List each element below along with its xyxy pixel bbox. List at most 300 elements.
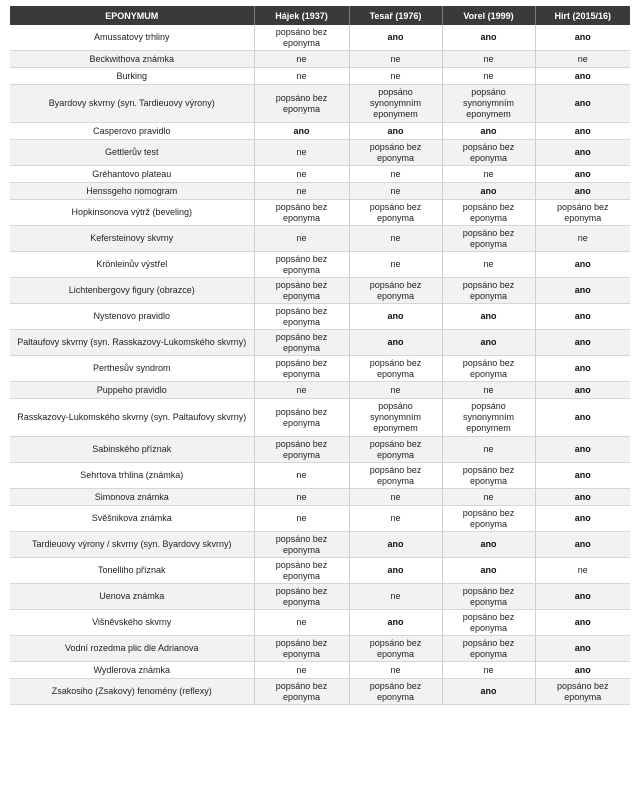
source-value-cell bbox=[442, 463, 535, 489]
source-value-cell bbox=[254, 252, 349, 278]
eponym-name-cell bbox=[10, 200, 254, 226]
cell-text: Sehrtova trhlina (známka) bbox=[80, 470, 184, 480]
cell-text: ano bbox=[574, 125, 591, 136]
cell-text: ano bbox=[574, 491, 591, 502]
header-hajek: Hájek (1937) bbox=[254, 6, 349, 25]
source-value-cell bbox=[254, 662, 349, 679]
cell-text: popsáno bez eponyma bbox=[275, 253, 328, 275]
source-value-cell bbox=[535, 584, 630, 610]
eponym-name-cell bbox=[10, 140, 254, 166]
table-row bbox=[10, 200, 630, 226]
table-row bbox=[10, 636, 630, 662]
table-row bbox=[10, 304, 630, 330]
cell-text: ne bbox=[296, 70, 307, 81]
eponym-name-cell bbox=[10, 489, 254, 506]
table-row bbox=[10, 330, 630, 356]
cell-text: ne bbox=[296, 664, 307, 675]
cell-text: ano bbox=[574, 444, 591, 454]
cell-text: Svěšnikova známka bbox=[91, 513, 172, 523]
source-value-cell bbox=[442, 489, 535, 506]
table-row bbox=[10, 584, 630, 610]
cell-text: Rasskazovy-Lukomského skvrny (syn. Paltaufovy skvrny) bbox=[17, 412, 247, 422]
eponym-name-cell bbox=[10, 68, 254, 85]
cell-text: ano bbox=[480, 337, 497, 347]
source-value-cell bbox=[254, 123, 349, 140]
eponym-name-cell bbox=[10, 506, 254, 532]
cell-text: Casperovo pravidlo bbox=[92, 125, 171, 136]
cell-text: popsáno synonymním eponymem bbox=[462, 401, 515, 433]
source-value-cell bbox=[535, 463, 630, 489]
source-value-cell bbox=[442, 636, 535, 662]
cell-text: popsáno bez eponyma bbox=[275, 680, 328, 702]
cell-text: ne bbox=[390, 168, 401, 179]
cell-text: Henssgeho nomogram bbox=[86, 185, 178, 196]
source-value-cell bbox=[254, 330, 349, 356]
table-row bbox=[10, 437, 630, 463]
source-value-cell bbox=[254, 304, 349, 330]
table-row bbox=[10, 489, 630, 506]
cell-text: popsáno bez eponyma bbox=[275, 331, 328, 353]
cell-text: popsáno bez eponyma bbox=[462, 507, 515, 529]
cell-text: ne bbox=[483, 444, 494, 454]
source-value-cell bbox=[349, 68, 442, 85]
source-value-cell bbox=[442, 506, 535, 532]
source-value-cell bbox=[349, 532, 442, 558]
source-value-cell bbox=[349, 610, 442, 636]
eponym-name-cell bbox=[10, 356, 254, 382]
source-value-cell bbox=[349, 166, 442, 183]
source-value-cell bbox=[442, 200, 535, 226]
eponym-name-cell bbox=[10, 304, 254, 330]
cell-text: ano bbox=[574, 259, 591, 269]
cell-text: ano bbox=[574, 384, 591, 395]
source-value-cell bbox=[442, 679, 535, 705]
cell-text: ano bbox=[574, 513, 591, 523]
cell-text: popsáno bez eponyma bbox=[275, 201, 328, 223]
table-row bbox=[10, 123, 630, 140]
cell-text: ano bbox=[574, 539, 591, 549]
cell-text: popsáno bez eponyma bbox=[275, 92, 328, 114]
source-value-cell bbox=[254, 399, 349, 437]
cell-text: ne bbox=[296, 168, 307, 179]
cell-text: popsáno bez eponyma bbox=[275, 357, 328, 379]
source-value-cell bbox=[254, 200, 349, 226]
cell-text: ano bbox=[574, 168, 591, 179]
cell-text: popsáno bez eponyma bbox=[369, 357, 422, 379]
source-value-cell bbox=[535, 183, 630, 200]
source-value-cell bbox=[349, 584, 442, 610]
cell-text: ano bbox=[480, 125, 497, 136]
cell-text: popsáno bez eponyma bbox=[462, 611, 515, 633]
cell-text: ano bbox=[574, 337, 591, 347]
cell-text: popsáno bez eponyma bbox=[462, 464, 515, 486]
table-row bbox=[10, 278, 630, 304]
source-value-cell bbox=[254, 382, 349, 399]
cell-text: popsáno bez eponyma bbox=[462, 201, 515, 223]
eponym-name-cell bbox=[10, 610, 254, 636]
cell-text: ano bbox=[387, 539, 404, 549]
table-row bbox=[10, 399, 630, 437]
cell-text: ano bbox=[574, 185, 591, 196]
source-value-cell bbox=[254, 183, 349, 200]
cell-text: ne bbox=[296, 233, 307, 243]
header-row bbox=[10, 6, 630, 25]
cell-text: Burking bbox=[116, 70, 147, 81]
cell-text: Puppeho pravidlo bbox=[96, 384, 167, 395]
source-value-cell bbox=[254, 532, 349, 558]
cell-text: ano bbox=[387, 565, 404, 575]
eponym-name-cell bbox=[10, 399, 254, 437]
source-value-cell bbox=[254, 506, 349, 532]
header-hirt: Hirt (2015/16) bbox=[535, 6, 630, 25]
cell-text: popsáno synonymním eponymem bbox=[369, 401, 422, 433]
source-value-cell bbox=[535, 252, 630, 278]
cell-text: ne bbox=[296, 491, 307, 502]
cell-text: popsáno bez eponyma bbox=[462, 637, 515, 659]
cell-text: ne bbox=[483, 491, 494, 502]
cell-text: popsáno bez eponyma bbox=[369, 680, 422, 702]
source-value-cell bbox=[535, 166, 630, 183]
eponym-name-cell bbox=[10, 636, 254, 662]
source-value-cell bbox=[535, 68, 630, 85]
source-value-cell bbox=[442, 532, 535, 558]
source-value-cell bbox=[254, 140, 349, 166]
cell-text: ne bbox=[483, 259, 494, 269]
source-value-cell bbox=[442, 51, 535, 68]
source-value-cell bbox=[254, 584, 349, 610]
table-row bbox=[10, 610, 630, 636]
source-value-cell bbox=[442, 140, 535, 166]
cell-text: popsáno bez eponyma bbox=[275, 585, 328, 607]
cell-text: ano bbox=[387, 32, 404, 42]
source-value-cell bbox=[254, 437, 349, 463]
eponym-name-cell bbox=[10, 25, 254, 51]
source-value-cell bbox=[349, 636, 442, 662]
cell-text: ne bbox=[483, 70, 494, 81]
source-value-cell bbox=[535, 662, 630, 679]
source-value-cell bbox=[442, 25, 535, 51]
source-value-cell bbox=[442, 610, 535, 636]
source-value-cell bbox=[535, 226, 630, 252]
source-value-cell bbox=[535, 85, 630, 123]
source-value-cell bbox=[442, 183, 535, 200]
cell-text: ne bbox=[296, 513, 307, 523]
source-value-cell bbox=[442, 399, 535, 437]
cell-text: ano bbox=[574, 285, 591, 295]
cell-text: popsáno bez eponyma bbox=[275, 637, 328, 659]
source-value-cell bbox=[535, 558, 630, 584]
table-row bbox=[10, 25, 630, 51]
source-value-cell bbox=[254, 278, 349, 304]
cell-text: popsáno bez eponyma bbox=[275, 559, 328, 581]
eponym-name-cell bbox=[10, 123, 254, 140]
source-value-cell bbox=[349, 252, 442, 278]
source-value-cell bbox=[254, 463, 349, 489]
cell-text: ne bbox=[296, 147, 307, 157]
eponym-name-cell bbox=[10, 382, 254, 399]
eponym-name-cell bbox=[10, 166, 254, 183]
cell-text: Kefersteinovy skvrny bbox=[90, 233, 174, 243]
source-value-cell bbox=[254, 226, 349, 252]
cell-text: ne bbox=[296, 53, 307, 64]
source-value-cell bbox=[254, 356, 349, 382]
cell-text: ne bbox=[483, 53, 494, 64]
cell-text: popsáno bez eponyma bbox=[556, 680, 609, 702]
source-value-cell bbox=[442, 166, 535, 183]
cell-text: ne bbox=[390, 591, 401, 601]
cell-text: popsáno bez eponyma bbox=[462, 141, 515, 163]
cell-text: Gréhantovo plateau bbox=[92, 168, 172, 179]
source-value-cell bbox=[254, 679, 349, 705]
source-value-cell bbox=[535, 278, 630, 304]
source-value-cell bbox=[349, 140, 442, 166]
source-value-cell bbox=[349, 437, 442, 463]
source-value-cell bbox=[442, 226, 535, 252]
eponym-name-cell bbox=[10, 662, 254, 679]
source-value-cell bbox=[442, 356, 535, 382]
eponym-name-cell bbox=[10, 437, 254, 463]
cell-text: Paltaufovy skvrny (syn. Rasskazovy-Lukomského skvrny) bbox=[17, 337, 247, 347]
cell-text: ne bbox=[390, 664, 401, 675]
cell-text: popsáno bez eponyma bbox=[369, 637, 422, 659]
table-row bbox=[10, 183, 630, 200]
cell-text: Sabinského příznak bbox=[92, 444, 172, 454]
cell-text: ano bbox=[574, 470, 591, 480]
source-value-cell bbox=[349, 200, 442, 226]
cell-text: ne bbox=[390, 491, 401, 502]
cell-text: popsáno bez eponyma bbox=[556, 201, 609, 223]
cell-text: Byardovy skvrny (syn. Tardieuovy výrony) bbox=[48, 98, 215, 108]
source-value-cell bbox=[254, 166, 349, 183]
source-value-cell bbox=[535, 679, 630, 705]
cell-text: popsáno synonymním eponymem bbox=[369, 87, 422, 119]
cell-text: Tardieuovy výrony / skvrny (syn. Byardovy skvrny) bbox=[31, 539, 232, 549]
cell-text: ano bbox=[480, 311, 497, 321]
source-value-cell bbox=[254, 558, 349, 584]
cell-text: Uenova známka bbox=[99, 591, 165, 601]
cell-text: Perthesův syndrom bbox=[92, 363, 171, 373]
source-value-cell bbox=[535, 506, 630, 532]
cell-text: popsáno bez eponyma bbox=[462, 227, 515, 249]
source-value-cell bbox=[254, 85, 349, 123]
source-value-cell bbox=[535, 610, 630, 636]
table-row bbox=[10, 68, 630, 85]
cell-text: ano bbox=[574, 32, 591, 42]
cell-text: ano bbox=[574, 311, 591, 321]
cell-text: ne bbox=[296, 470, 307, 480]
cell-text: popsáno bez eponyma bbox=[462, 357, 515, 379]
cell-text: Krönleinův výstřel bbox=[96, 259, 168, 269]
source-value-cell bbox=[535, 437, 630, 463]
eponym-name-cell bbox=[10, 532, 254, 558]
cell-text: Gettlerův test bbox=[104, 147, 159, 157]
source-value-cell bbox=[535, 330, 630, 356]
cell-text: popsáno bez eponyma bbox=[275, 305, 328, 327]
cell-text: ne bbox=[296, 384, 307, 395]
source-value-cell bbox=[442, 382, 535, 399]
source-value-cell bbox=[442, 437, 535, 463]
cell-text: ne bbox=[390, 513, 401, 523]
source-value-cell bbox=[349, 356, 442, 382]
source-value-cell bbox=[254, 489, 349, 506]
cell-text: popsáno bez eponyma bbox=[369, 201, 422, 223]
cell-text: Simonova známka bbox=[94, 491, 169, 502]
cell-text: ano bbox=[480, 185, 497, 196]
header-tesar: Tesař (1976) bbox=[349, 6, 442, 25]
header-vorel: Vorel (1999) bbox=[442, 6, 535, 25]
cell-text: ano bbox=[480, 565, 497, 575]
table-row bbox=[10, 140, 630, 166]
cell-text: Višněvského skvrny bbox=[92, 617, 172, 627]
cell-text: ne bbox=[390, 233, 401, 243]
cell-text: ano bbox=[574, 70, 591, 81]
source-value-cell bbox=[254, 25, 349, 51]
source-value-cell bbox=[442, 123, 535, 140]
source-value-cell bbox=[442, 662, 535, 679]
eponym-name-cell bbox=[10, 558, 254, 584]
cell-text: ne bbox=[577, 565, 588, 575]
eponym-name-cell bbox=[10, 183, 254, 200]
source-value-cell bbox=[254, 51, 349, 68]
cell-text: ne bbox=[390, 185, 401, 196]
source-value-cell bbox=[442, 558, 535, 584]
cell-text: ano bbox=[574, 643, 591, 653]
eponym-name-cell bbox=[10, 226, 254, 252]
eponym-name-cell bbox=[10, 463, 254, 489]
source-value-cell bbox=[349, 123, 442, 140]
cell-text: ano bbox=[387, 311, 404, 321]
cell-text: ne bbox=[577, 233, 588, 243]
source-value-cell bbox=[349, 558, 442, 584]
cell-text: ano bbox=[574, 412, 591, 422]
source-value-cell bbox=[442, 304, 535, 330]
source-value-cell bbox=[442, 330, 535, 356]
source-value-cell bbox=[535, 200, 630, 226]
source-value-cell bbox=[535, 25, 630, 51]
cell-text: ano bbox=[574, 591, 591, 601]
cell-text: popsáno bez eponyma bbox=[462, 585, 515, 607]
source-value-cell bbox=[349, 489, 442, 506]
cell-text: Beckwithova známka bbox=[89, 53, 175, 64]
table-row bbox=[10, 463, 630, 489]
source-value-cell bbox=[535, 123, 630, 140]
source-value-cell bbox=[349, 399, 442, 437]
table-row bbox=[10, 252, 630, 278]
table-row bbox=[10, 356, 630, 382]
table-row bbox=[10, 51, 630, 68]
eponym-name-cell bbox=[10, 252, 254, 278]
cell-text: ne bbox=[390, 53, 401, 64]
cell-text: ano bbox=[574, 617, 591, 627]
source-value-cell bbox=[349, 25, 442, 51]
cell-text: popsáno bez eponyma bbox=[275, 533, 328, 555]
eponym-name-cell bbox=[10, 278, 254, 304]
cell-text: ano bbox=[293, 125, 310, 136]
source-value-cell bbox=[349, 304, 442, 330]
cell-text: Zsakosiho (Zsakovy) fenomény (reflexy) bbox=[51, 686, 212, 696]
cell-text: ne bbox=[390, 70, 401, 81]
cell-text: popsáno bez eponyma bbox=[275, 279, 328, 301]
table-row bbox=[10, 532, 630, 558]
cell-text: popsáno bez eponyma bbox=[369, 438, 422, 460]
source-value-cell bbox=[535, 140, 630, 166]
cell-text: ne bbox=[296, 185, 307, 196]
source-value-cell bbox=[442, 584, 535, 610]
source-value-cell bbox=[349, 662, 442, 679]
source-value-cell bbox=[349, 226, 442, 252]
cell-text: ano bbox=[480, 686, 497, 696]
cell-text: popsáno bez eponyma bbox=[369, 141, 422, 163]
source-value-cell bbox=[349, 85, 442, 123]
cell-text: ano bbox=[387, 337, 404, 347]
cell-text: ne bbox=[390, 259, 401, 269]
source-value-cell bbox=[254, 610, 349, 636]
cell-text: ano bbox=[480, 539, 497, 549]
cell-text: ne bbox=[483, 168, 494, 179]
source-value-cell bbox=[535, 489, 630, 506]
cell-text: popsáno bez eponyma bbox=[275, 26, 328, 48]
table-row bbox=[10, 166, 630, 183]
cell-text: popsáno bez eponyma bbox=[462, 279, 515, 301]
table-row bbox=[10, 679, 630, 705]
source-value-cell bbox=[535, 356, 630, 382]
source-value-cell bbox=[442, 85, 535, 123]
cell-text: popsáno synonymním eponymem bbox=[462, 87, 515, 119]
cell-text: Hopkinsonova výtrž (beveling) bbox=[71, 207, 193, 217]
cell-text: Wydlerova známka bbox=[93, 664, 170, 675]
eponym-name-cell bbox=[10, 679, 254, 705]
table-row bbox=[10, 382, 630, 399]
cell-text: Vodní rozedma plic dle Adrianova bbox=[64, 643, 199, 653]
cell-text: ano bbox=[387, 617, 404, 627]
cell-text: Lichtenbergovy figury (obrazce) bbox=[68, 285, 195, 295]
cell-text: ne bbox=[296, 617, 307, 627]
source-value-cell bbox=[349, 382, 442, 399]
eponym-name-cell bbox=[10, 584, 254, 610]
cell-text: ano bbox=[480, 32, 497, 42]
source-value-cell bbox=[442, 252, 535, 278]
cell-text: Tonelliho příznak bbox=[97, 565, 166, 575]
table-row bbox=[10, 85, 630, 123]
cell-text: popsáno bez eponyma bbox=[369, 279, 422, 301]
cell-text: ne bbox=[483, 664, 494, 675]
eponym-name-cell bbox=[10, 51, 254, 68]
source-value-cell bbox=[254, 636, 349, 662]
cell-text: popsáno bez eponyma bbox=[369, 464, 422, 486]
cell-text: ano bbox=[574, 664, 591, 675]
source-value-cell bbox=[254, 68, 349, 85]
cell-text: Nystenovo pravidlo bbox=[93, 311, 171, 321]
eponym-table bbox=[10, 6, 630, 705]
cell-text: ano bbox=[574, 363, 591, 373]
table-row bbox=[10, 662, 630, 679]
cell-text: ne bbox=[483, 384, 494, 395]
source-value-cell bbox=[535, 382, 630, 399]
source-value-cell bbox=[535, 636, 630, 662]
source-value-cell bbox=[349, 679, 442, 705]
cell-text: ne bbox=[577, 53, 588, 64]
source-value-cell bbox=[349, 51, 442, 68]
source-value-cell bbox=[535, 532, 630, 558]
header-eponymum: EPONYMUM bbox=[10, 6, 254, 25]
cell-text: ano bbox=[574, 147, 591, 157]
eponym-name-cell bbox=[10, 330, 254, 356]
table-row bbox=[10, 506, 630, 532]
table-body bbox=[10, 25, 630, 705]
source-value-cell bbox=[349, 278, 442, 304]
table-row bbox=[10, 226, 630, 252]
source-value-cell bbox=[349, 330, 442, 356]
